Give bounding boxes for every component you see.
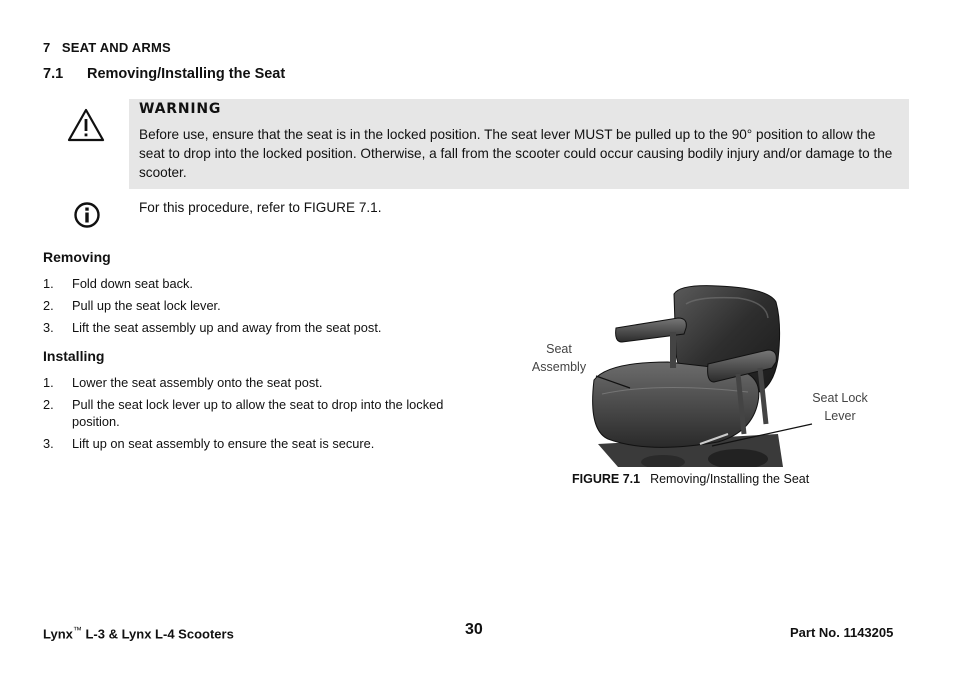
installing-heading: Installing: [43, 348, 105, 364]
step-number: 1.: [43, 276, 54, 291]
step-text: Lift up on seat assembly to ensure the seat is secure.: [72, 436, 375, 451]
label-line: Seat: [546, 342, 572, 356]
label-seat-assembly: [526, 340, 592, 376]
warning-box: [129, 99, 909, 189]
chapter-heading: 7 SEAT AND ARMS: [43, 40, 171, 55]
step-text: Pull the seat lock lever up to allow the seat to drop into the locked position.: [72, 397, 444, 429]
footer-product: [43, 625, 234, 641]
warning-title: WARNING: [139, 101, 222, 117]
note-text: For this procedure, refer to FIGURE 7.1.: [139, 200, 382, 215]
figure-number: FIGURE 7.1: [572, 472, 641, 486]
list-item: [43, 435, 473, 452]
page-number: 30: [465, 621, 483, 638]
step-text: Fold down seat back.: [72, 276, 193, 291]
label-line: Seat Lock: [812, 391, 868, 405]
label-line: Lever: [824, 409, 856, 423]
list-item: [43, 374, 473, 391]
step-text: Lift the seat assembly up and away from the seat post.: [72, 320, 382, 335]
removing-steps: [43, 275, 473, 336]
step-text: Pull up the seat lock lever.: [72, 298, 221, 313]
step-number: 3.: [43, 320, 54, 335]
step-number: 1.: [43, 375, 54, 390]
list-item: [43, 396, 473, 430]
section-title: Removing/Installing the Seat: [87, 66, 286, 82]
label-seat-lock-lever: [806, 389, 874, 425]
step-number: 2.: [43, 298, 54, 313]
step-text: Lower the seat assembly onto the seat post.: [72, 375, 323, 390]
figure-title: Removing/Installing the Seat: [650, 472, 810, 486]
figure-caption: [572, 472, 809, 486]
warning-text: Before use, ensure that the seat is in the locked position. The seat lever MUST be pulled up to the 90° position to allow the seat to drop into the locked position. Otherwise, a fall from the scooter could occur causing bodily injury and/or damage to the scooter.: [139, 127, 893, 180]
step-number: 3.: [43, 436, 54, 451]
installing-steps: [43, 374, 473, 452]
product-name: Lynx: [43, 626, 73, 642]
removing-heading: Removing: [43, 249, 111, 265]
warning-triangle-icon: [67, 108, 105, 142]
list-item: [43, 275, 473, 292]
step-number: 2.: [43, 397, 54, 412]
list-item: [43, 297, 473, 314]
list-item: [43, 319, 473, 336]
part-number: Part No. 1143205: [790, 625, 894, 640]
figure-leader-lines: [590, 370, 840, 450]
section-heading: [43, 66, 285, 82]
trademark-symbol: ™: [72, 625, 82, 635]
product-models: L-3 & Lynx L-4 Scooters: [81, 626, 234, 642]
section-number: 7.1: [43, 66, 64, 82]
label-line: Assembly: [531, 360, 587, 374]
info-icon: [73, 201, 101, 229]
